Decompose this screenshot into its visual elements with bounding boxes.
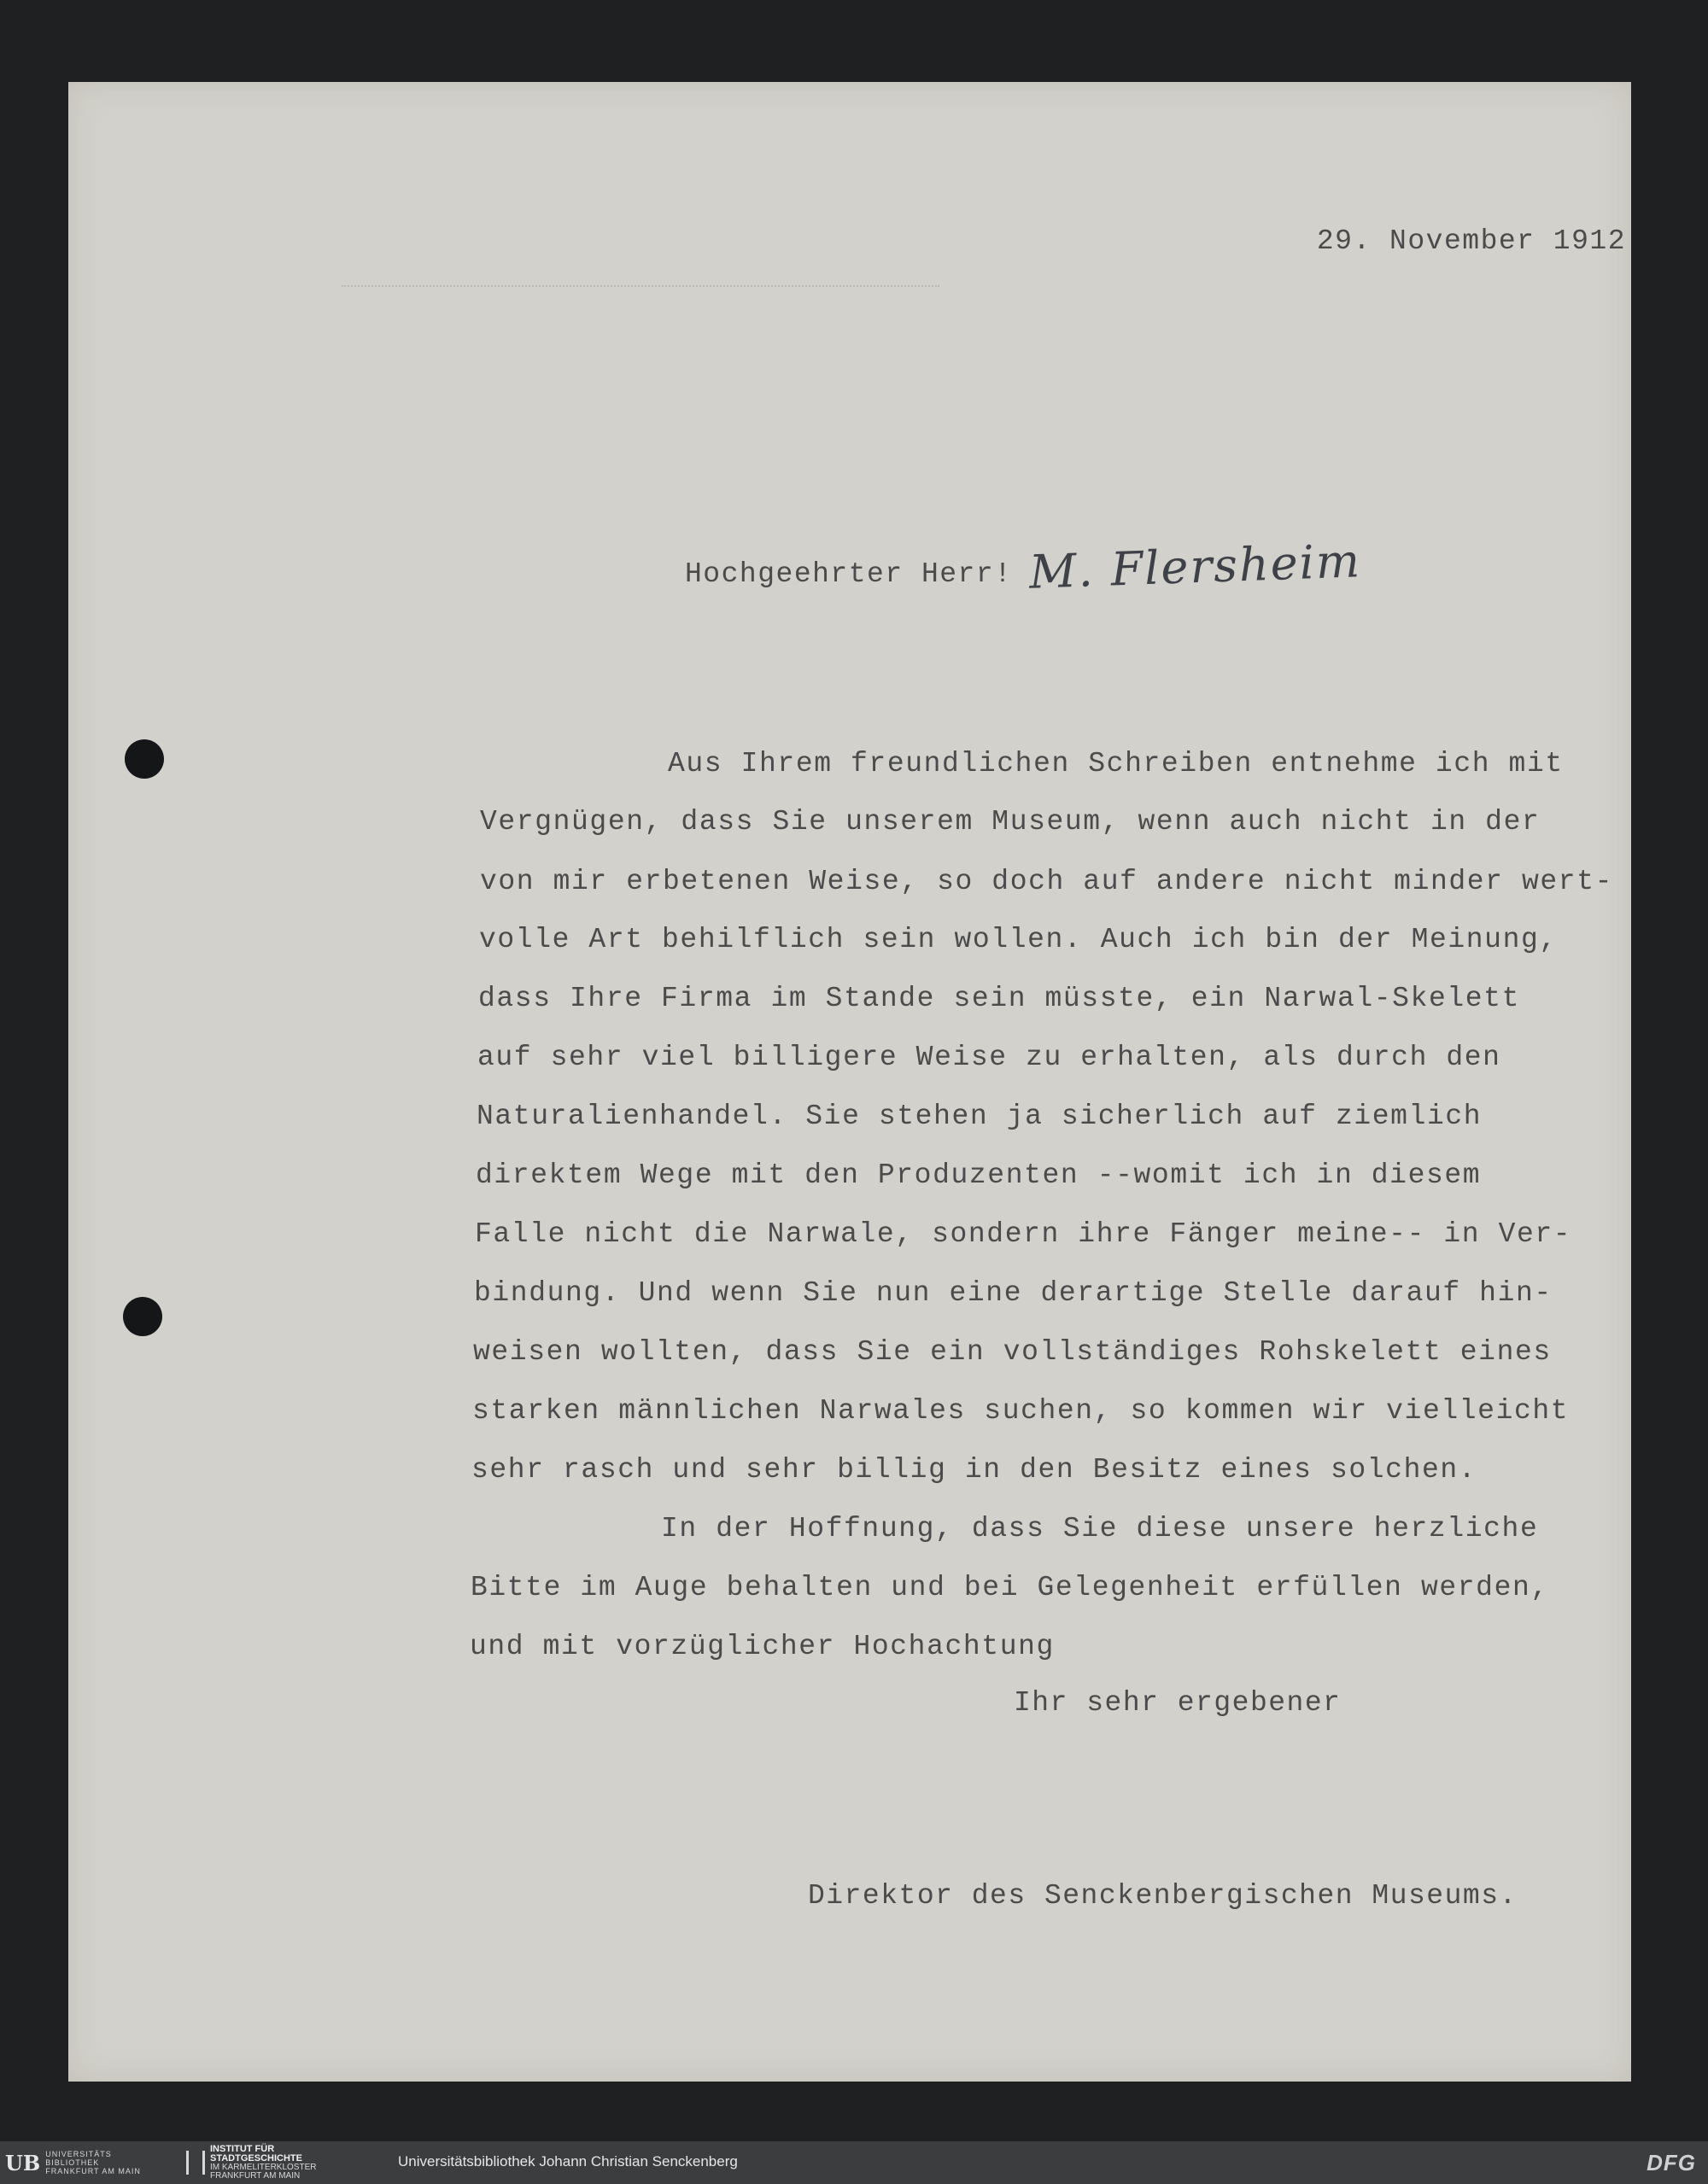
- punch-hole-bottom: [123, 1297, 162, 1336]
- isg-logo-line: IM KARMELITERKLOSTER: [210, 2163, 317, 2172]
- body-line: direktem Wege mit den Produzenten --womit ich in diesem: [476, 1159, 1482, 1191]
- body-line: Naturalienhandel. Sie stehen ja sicherlich auf ziemlich: [477, 1101, 1483, 1132]
- ub-logo-line: UNIVERSITÄTS: [45, 2150, 112, 2158]
- dfg-logo: DFG: [1647, 2150, 1696, 2175]
- isg-logo-line: INSTITUT FÜR: [210, 2144, 275, 2154]
- body-line: Bitte im Auge behalten und bei Gelegenheit erfüllen werden,: [471, 1572, 1549, 1603]
- column-icon: [186, 2151, 205, 2175]
- body-line: bindung. Und wenn Sie nun eine derartige Stelle darauf hin-: [474, 1277, 1553, 1309]
- body-line: Vergnügen, dass Sie unserem Museum, wenn auch nicht in der: [480, 806, 1541, 838]
- punch-hole-top: [125, 739, 164, 779]
- faint-marks: [342, 285, 939, 299]
- footer-bar: [0, 2141, 1708, 2184]
- closing: Ihr sehr ergebener: [1014, 1687, 1342, 1719]
- footer-library-name: Universitätsbibliothek Johann Christian Senckenberg: [398, 2153, 738, 2169]
- body-line: Falle nicht die Narwale, sondern ihre Fänger meine-- in Ver-: [475, 1218, 1572, 1250]
- body-line: auf sehr viel billigere Weise zu erhalten, als durch den: [477, 1042, 1501, 1073]
- isg-logo-line: FRANKFURT AM MAIN: [210, 2171, 301, 2181]
- isg-logo-line: STADTGESCHICHTE: [210, 2153, 302, 2164]
- ub-logo-mark: UB: [5, 2150, 41, 2175]
- body-line: sehr rasch und sehr billig in den Besitz eines solchen.: [471, 1454, 1477, 1486]
- isg-logo: [186, 2144, 317, 2181]
- isg-logo-text: [210, 2145, 316, 2181]
- letter-date: 29. November 1912: [1316, 225, 1626, 257]
- body-line: dass Ihre Firma im Stande sein müsste, ein Narwal-Skelett: [478, 983, 1520, 1014]
- body-line: weisen wollten, dass Sie ein vollständiges Rohskelett eines: [473, 1336, 1552, 1368]
- body-line: von mir erbetenen Weise, so doch auf andere nicht minder wert-: [480, 866, 1613, 897]
- ub-logo-line: FRANKFURT AM MAIN: [45, 2167, 141, 2175]
- body-line: starken männlichen Narwales suchen, so kommen wir vielleicht: [472, 1395, 1570, 1427]
- handwritten-addressee: M. Flersheim: [1028, 534, 1363, 599]
- ub-logo-line: BIBLIOTHEK: [45, 2158, 100, 2167]
- body-line: Aus Ihrem freundlichen Schreiben entnehme ich mit: [668, 748, 1564, 780]
- body-line: und mit vorzüglicher Hochachtung: [470, 1631, 1055, 1662]
- signature-line: Direktor des Senckenbergischen Museums.: [808, 1880, 1518, 1912]
- ub-logo: [5, 2150, 141, 2175]
- body-line: In der Hoffnung, dass Sie diese unsere herzliche: [661, 1513, 1539, 1545]
- body-line: volle Art behilflich sein wollen. Auch ich bin der Meinung,: [479, 924, 1558, 955]
- ub-logo-text: [45, 2150, 141, 2175]
- letter-page: [68, 82, 1631, 2082]
- salutation: Hochgeehrter Herr!: [685, 558, 1013, 590]
